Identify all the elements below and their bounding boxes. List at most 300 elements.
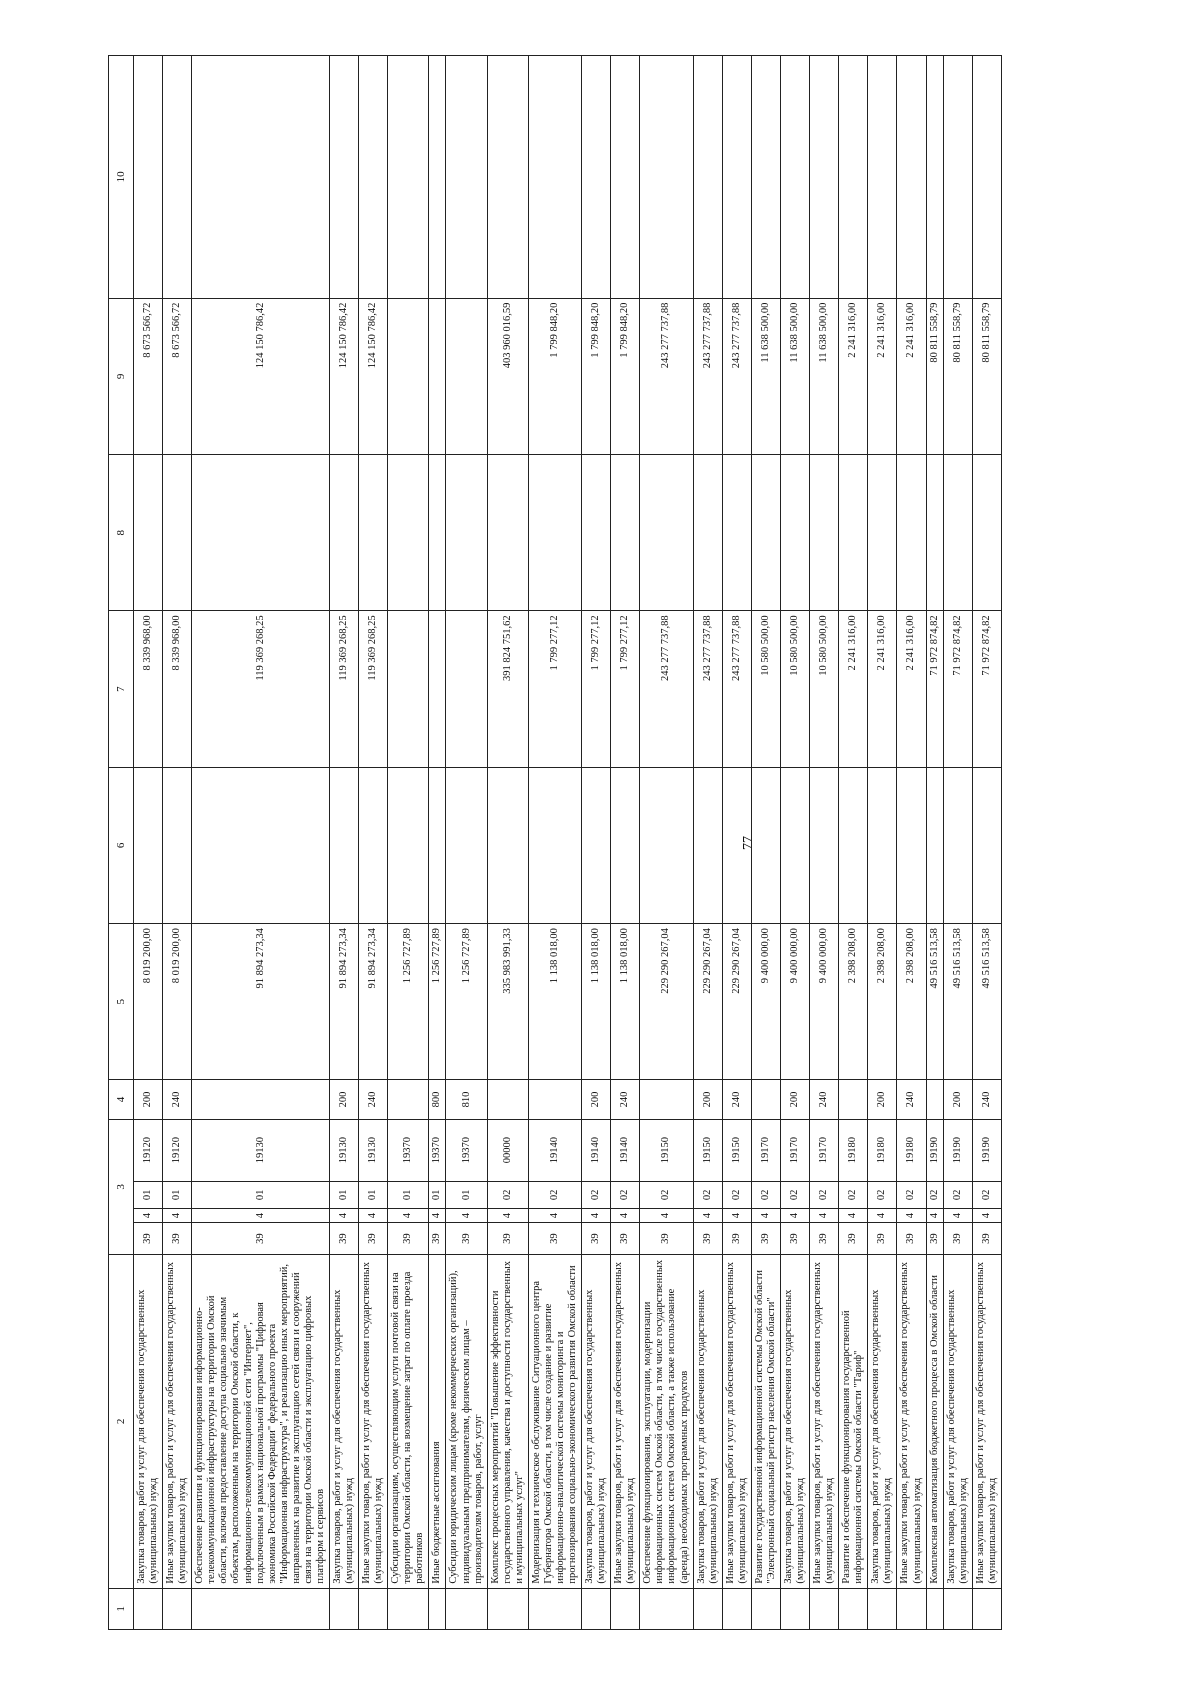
cell-blank <box>897 1588 926 1629</box>
cell-desc: Развитие и обеспечение функционирования государственной информационной системы Омской области "Тариф" <box>839 1255 868 1588</box>
cell-k1: 39 <box>388 1223 429 1255</box>
cell-k3: 02 <box>868 1181 897 1209</box>
cell-blank <box>751 1588 780 1629</box>
cell-c9: 2 241 316,00 <box>868 298 897 454</box>
cell-c9 <box>429 298 446 454</box>
cell-blank <box>943 1588 972 1629</box>
cell-k4: 19130 <box>329 1119 358 1181</box>
cell-c6 <box>722 767 751 923</box>
cell-k2: 4 <box>810 1209 839 1223</box>
cell-c7: 243 277 737,88 <box>693 611 722 767</box>
table-body <box>134 56 1002 1630</box>
cell-c8 <box>359 455 388 611</box>
cell-blank <box>429 1588 446 1629</box>
cell-k3: 02 <box>926 1181 943 1209</box>
cell-c10 <box>972 56 1001 299</box>
cell-c10 <box>359 56 388 299</box>
cell-desc: Обеспечение развития и функционирования информационно-телекоммуникационной инфраструктуры на территории Омской области, включая предоставление доступа социально значимым объектам, расположенным на территории Омской области, к информационно-телекоммуникационной сети "Интернет", подключенным в рамках национальной программы "Цифровая экономика Российской Федерации" федерального проекта "Информационная инфраструктура", и реализацию иных мероприятий, направленных на развитие и эксплуатацию сетей связи и сооружений связи на территории Омской области и эксплуатацию цифровых платформ и сервисов <box>192 1255 330 1588</box>
column-header: 10 <box>109 56 134 299</box>
cell-blank <box>868 1588 897 1629</box>
cell-k3: 01 <box>359 1181 388 1209</box>
cell-c5: 91 894 273,34 <box>329 924 358 1080</box>
cell-c5: 1 138 018,00 <box>611 924 640 1080</box>
cell-k3: 02 <box>839 1181 868 1209</box>
cell-c8 <box>429 455 446 611</box>
cell-c4: 800 <box>429 1080 446 1119</box>
cell-k1: 39 <box>693 1223 722 1255</box>
cell-c7: 2 241 316,00 <box>868 611 897 767</box>
cell-c4 <box>528 1080 581 1119</box>
cell-c9: 243 277 737,88 <box>722 298 751 454</box>
cell-k3: 02 <box>897 1181 926 1209</box>
cell-desc: Субсидии организациям, осуществляющим услуги почтовой связи на территории Омской области, на возмещение затрат по оплате проезда работников <box>388 1255 429 1588</box>
cell-c4 <box>926 1080 943 1119</box>
cell-c5: 229 290 267,04 <box>693 924 722 1080</box>
cell-c7 <box>388 611 429 767</box>
table-row <box>926 56 943 1630</box>
cell-k4: 19190 <box>943 1119 972 1181</box>
cell-k2: 4 <box>611 1209 640 1223</box>
cell-k2: 4 <box>487 1209 528 1223</box>
cell-k4: 19130 <box>192 1119 330 1181</box>
cell-c6 <box>582 767 611 923</box>
cell-k2: 4 <box>429 1209 446 1223</box>
cell-c7: 2 241 316,00 <box>897 611 926 767</box>
cell-k3: 02 <box>722 1181 751 1209</box>
cell-c5: 1 138 018,00 <box>528 924 581 1080</box>
cell-c5: 8 019 200,00 <box>134 924 163 1080</box>
cell-c8 <box>722 455 751 611</box>
cell-c4: 200 <box>329 1080 358 1119</box>
cell-c9: 124 150 786,42 <box>192 298 330 454</box>
cell-c9: 1 799 848,20 <box>528 298 581 454</box>
table-row <box>329 56 358 1630</box>
cell-k4: 00000 <box>487 1119 528 1181</box>
cell-k1: 39 <box>192 1223 330 1255</box>
cell-k4: 19140 <box>582 1119 611 1181</box>
cell-k4: 19150 <box>722 1119 751 1181</box>
cell-c5: 229 290 267,04 <box>722 924 751 1080</box>
cell-desc: Закупка товаров, работ и услуг для обеспечения государственных (муниципальных) нужд <box>134 1255 163 1588</box>
table-row <box>192 56 330 1630</box>
cell-c9: 124 150 786,42 <box>359 298 388 454</box>
cell-c5: 2 398 208,00 <box>839 924 868 1080</box>
cell-desc: Закупка товаров, работ и услуг для обеспечения государственных (муниципальных) нужд <box>329 1255 358 1588</box>
cell-c7: 10 580 500,00 <box>780 611 809 767</box>
cell-c10 <box>329 56 358 299</box>
table-row <box>528 56 581 1630</box>
cell-c7: 119 369 268,25 <box>192 611 330 767</box>
cell-c8 <box>611 455 640 611</box>
cell-c6 <box>868 767 897 923</box>
cell-k4: 19180 <box>897 1119 926 1181</box>
cell-desc: Иные закупки товаров, работ и услуг для обеспечения государственных (муниципальных) нужд <box>972 1255 1001 1588</box>
table-row <box>359 56 388 1630</box>
cell-c10 <box>943 56 972 299</box>
cell-c9 <box>388 298 429 454</box>
table-row <box>388 56 429 1630</box>
cell-blank <box>359 1588 388 1629</box>
cell-c6 <box>640 767 693 923</box>
cell-desc: Иные закупки товаров, работ и услуг для обеспечения государственных (муниципальных) нужд <box>359 1255 388 1588</box>
cell-blank <box>388 1588 429 1629</box>
cell-c7: 71 972 874,82 <box>926 611 943 767</box>
cell-c7: 1 799 277,12 <box>582 611 611 767</box>
cell-c5: 335 983 991,33 <box>487 924 528 1080</box>
cell-c4 <box>839 1080 868 1119</box>
cell-c5: 49 516 513,58 <box>972 924 1001 1080</box>
cell-c6 <box>528 767 581 923</box>
cell-c10 <box>897 56 926 299</box>
cell-k4: 19180 <box>868 1119 897 1181</box>
cell-c6 <box>897 767 926 923</box>
cell-blank <box>693 1588 722 1629</box>
cell-k1: 39 <box>528 1223 581 1255</box>
cell-k3: 02 <box>582 1181 611 1209</box>
cell-c6 <box>429 767 446 923</box>
cell-k3: 01 <box>192 1181 330 1209</box>
cell-desc: Иные закупки товаров, работ и услуг для обеспечения государственных (муниципальных) нужд <box>611 1255 640 1588</box>
cell-c4: 240 <box>611 1080 640 1119</box>
cell-blank <box>192 1588 330 1629</box>
cell-c7: 1 799 277,12 <box>611 611 640 767</box>
page-number: 77 <box>741 836 756 850</box>
column-header: 3 <box>109 1119 134 1255</box>
cell-c5: 91 894 273,34 <box>359 924 388 1080</box>
cell-c7: 391 824 751,62 <box>487 611 528 767</box>
cell-c9: 11 638 500,00 <box>780 298 809 454</box>
cell-c10 <box>640 56 693 299</box>
cell-k4: 19190 <box>972 1119 1001 1181</box>
cell-c6 <box>487 767 528 923</box>
cell-c7 <box>446 611 487 767</box>
cell-k4: 19180 <box>839 1119 868 1181</box>
cell-k3: 02 <box>943 1181 972 1209</box>
cell-k2: 4 <box>134 1209 163 1223</box>
cell-k3: 02 <box>780 1181 809 1209</box>
cell-c8 <box>640 455 693 611</box>
cell-c9: 80 811 558,79 <box>943 298 972 454</box>
cell-c5: 49 516 513,58 <box>926 924 943 1080</box>
table-row <box>487 56 528 1630</box>
cell-k2: 4 <box>192 1209 330 1223</box>
cell-c7: 8 339 968,00 <box>163 611 192 767</box>
cell-k4: 19170 <box>751 1119 780 1181</box>
cell-c8 <box>780 455 809 611</box>
cell-k2: 4 <box>388 1209 429 1223</box>
cell-c10 <box>722 56 751 299</box>
cell-blank <box>611 1588 640 1629</box>
column-header: 5 <box>109 924 134 1080</box>
cell-c10 <box>693 56 722 299</box>
table-row <box>693 56 722 1630</box>
cell-k4: 19170 <box>810 1119 839 1181</box>
cell-k3: 02 <box>693 1181 722 1209</box>
cell-c6 <box>388 767 429 923</box>
column-header: 9 <box>109 298 134 454</box>
cell-k1: 39 <box>780 1223 809 1255</box>
cell-c4 <box>640 1080 693 1119</box>
cell-c7 <box>429 611 446 767</box>
cell-c5: 229 290 267,04 <box>640 924 693 1080</box>
column-header: 2 <box>109 1255 134 1588</box>
cell-c4: 200 <box>134 1080 163 1119</box>
cell-k4: 19190 <box>926 1119 943 1181</box>
cell-k3: 02 <box>611 1181 640 1209</box>
cell-c4 <box>192 1080 330 1119</box>
cell-k1: 39 <box>640 1223 693 1255</box>
cell-c10 <box>611 56 640 299</box>
cell-c9: 243 277 737,88 <box>640 298 693 454</box>
cell-k4: 19140 <box>611 1119 640 1181</box>
cell-k4: 19140 <box>528 1119 581 1181</box>
cell-c9: 80 811 558,79 <box>926 298 943 454</box>
cell-c6 <box>359 767 388 923</box>
cell-c5: 9 400 000,00 <box>810 924 839 1080</box>
cell-k2: 4 <box>751 1209 780 1223</box>
cell-k2: 4 <box>446 1209 487 1223</box>
cell-c4: 240 <box>810 1080 839 1119</box>
cell-c8 <box>528 455 581 611</box>
cell-k2: 4 <box>897 1209 926 1223</box>
cell-blank <box>582 1588 611 1629</box>
cell-c7: 10 580 500,00 <box>810 611 839 767</box>
cell-desc: Комплексная автоматизация бюджетного процесса в Омской области <box>926 1255 943 1588</box>
cell-k4: 19120 <box>134 1119 163 1181</box>
cell-k1: 39 <box>134 1223 163 1255</box>
cell-c8 <box>751 455 780 611</box>
cell-c4: 240 <box>897 1080 926 1119</box>
cell-k2: 4 <box>780 1209 809 1223</box>
cell-k2: 4 <box>972 1209 1001 1223</box>
cell-blank <box>640 1588 693 1629</box>
cell-c8 <box>446 455 487 611</box>
cell-k4: 19120 <box>163 1119 192 1181</box>
budget-table <box>108 55 1002 1630</box>
cell-c9: 2 241 316,00 <box>897 298 926 454</box>
cell-k1: 39 <box>359 1223 388 1255</box>
cell-c5: 91 894 273,34 <box>192 924 330 1080</box>
cell-c10 <box>582 56 611 299</box>
cell-c10 <box>429 56 446 299</box>
cell-c5: 1 138 018,00 <box>582 924 611 1080</box>
rotated-table-container <box>108 55 1108 1630</box>
cell-c4 <box>487 1080 528 1119</box>
cell-c4: 810 <box>446 1080 487 1119</box>
cell-c5: 49 516 513,58 <box>943 924 972 1080</box>
cell-c8 <box>926 455 943 611</box>
cell-c7: 243 277 737,88 <box>640 611 693 767</box>
cell-c4: 200 <box>693 1080 722 1119</box>
cell-desc: Закупка товаров, работ и услуг для обеспечения государственных (муниципальных) нужд <box>582 1255 611 1588</box>
column-header: 4 <box>109 1080 134 1119</box>
column-header: 1 <box>109 1588 134 1629</box>
cell-c6 <box>943 767 972 923</box>
table-row <box>429 56 446 1630</box>
table-row <box>839 56 868 1630</box>
table-row <box>868 56 897 1630</box>
table-row <box>810 56 839 1630</box>
cell-desc: Закупка товаров, работ и услуг для обеспечения государственных (муниципальных) нужд <box>693 1255 722 1588</box>
cell-desc: Комплекс процессных мероприятий "Повышение эффективности государственного управления, качества и доступности государственных и муниципальных услуг" <box>487 1255 528 1588</box>
cell-c5: 2 398 208,00 <box>868 924 897 1080</box>
cell-blank <box>329 1588 358 1629</box>
cell-desc: Закупка товаров, работ и услуг для обеспечения государственных (муниципальных) нужд <box>780 1255 809 1588</box>
cell-k3: 02 <box>528 1181 581 1209</box>
cell-c10 <box>163 56 192 299</box>
cell-k3: 01 <box>388 1181 429 1209</box>
cell-c10 <box>487 56 528 299</box>
cell-blank <box>972 1588 1001 1629</box>
cell-c6 <box>751 767 780 923</box>
cell-c8 <box>868 455 897 611</box>
cell-c8 <box>487 455 528 611</box>
cell-c8 <box>810 455 839 611</box>
cell-k3: 02 <box>972 1181 1001 1209</box>
cell-c6 <box>192 767 330 923</box>
cell-blank <box>810 1588 839 1629</box>
cell-c6 <box>134 767 163 923</box>
cell-c6 <box>446 767 487 923</box>
cell-c4: 240 <box>972 1080 1001 1119</box>
cell-desc: Иные закупки товаров, работ и услуг для обеспечения государственных (муниципальных) нужд <box>163 1255 192 1588</box>
cell-k4: 19370 <box>388 1119 429 1181</box>
cell-k1: 39 <box>943 1223 972 1255</box>
cell-c10 <box>868 56 897 299</box>
cell-c8 <box>134 455 163 611</box>
cell-c9: 11 638 500,00 <box>810 298 839 454</box>
cell-k4: 19170 <box>780 1119 809 1181</box>
cell-c9: 243 277 737,88 <box>693 298 722 454</box>
cell-c6 <box>611 767 640 923</box>
cell-c10 <box>839 56 868 299</box>
cell-c4 <box>388 1080 429 1119</box>
column-header: 7 <box>109 611 134 767</box>
cell-c5: 9 400 000,00 <box>751 924 780 1080</box>
cell-c6 <box>163 767 192 923</box>
cell-k2: 4 <box>640 1209 693 1223</box>
cell-k2: 4 <box>528 1209 581 1223</box>
cell-c8 <box>163 455 192 611</box>
cell-blank <box>839 1588 868 1629</box>
cell-c10 <box>810 56 839 299</box>
cell-k2: 4 <box>943 1209 972 1223</box>
table-row <box>972 56 1001 1630</box>
column-header: 6 <box>109 767 134 923</box>
cell-blank <box>926 1588 943 1629</box>
cell-c7: 8 339 968,00 <box>134 611 163 767</box>
cell-k2: 4 <box>926 1209 943 1223</box>
cell-c8 <box>329 455 358 611</box>
cell-c9: 2 241 316,00 <box>839 298 868 454</box>
cell-desc: Обеспечение функционирования, эксплуатации, модернизации информационных систем Омской области, в том числе государственных информационных систем Омской области, а также использование (аренда) необходимых программных продуктов <box>640 1255 693 1588</box>
table-row <box>446 56 487 1630</box>
cell-c7: 1 799 277,12 <box>528 611 581 767</box>
cell-c9: 8 673 566,72 <box>163 298 192 454</box>
cell-k1: 39 <box>722 1223 751 1255</box>
cell-k2: 4 <box>722 1209 751 1223</box>
table-row <box>897 56 926 1630</box>
cell-k2: 4 <box>329 1209 358 1223</box>
cell-k4: 19130 <box>359 1119 388 1181</box>
cell-c9: 1 799 848,20 <box>582 298 611 454</box>
table-row <box>943 56 972 1630</box>
cell-k1: 39 <box>611 1223 640 1255</box>
column-header: 8 <box>109 455 134 611</box>
cell-c9: 124 150 786,42 <box>329 298 358 454</box>
cell-c7: 119 369 268,25 <box>329 611 358 767</box>
cell-k4: 19150 <box>693 1119 722 1181</box>
cell-blank <box>780 1588 809 1629</box>
cell-blank <box>487 1588 528 1629</box>
cell-c8 <box>693 455 722 611</box>
cell-c4: 200 <box>582 1080 611 1119</box>
cell-k1: 39 <box>429 1223 446 1255</box>
cell-k1: 39 <box>868 1223 897 1255</box>
cell-blank <box>446 1588 487 1629</box>
cell-k2: 4 <box>582 1209 611 1223</box>
cell-c10 <box>926 56 943 299</box>
cell-c6 <box>693 767 722 923</box>
cell-c4 <box>751 1080 780 1119</box>
cell-c10 <box>528 56 581 299</box>
cell-c6 <box>972 767 1001 923</box>
cell-k4: 19370 <box>446 1119 487 1181</box>
cell-desc: Иные закупки товаров, работ и услуг для обеспечения государственных (муниципальных) нужд <box>897 1255 926 1588</box>
cell-c6 <box>780 767 809 923</box>
cell-c5: 8 019 200,00 <box>163 924 192 1080</box>
cell-c4: 240 <box>722 1080 751 1119</box>
table-row <box>722 56 751 1630</box>
cell-desc: Иные бюджетные ассигнования <box>429 1255 446 1588</box>
cell-c9: 80 811 558,79 <box>972 298 1001 454</box>
cell-c7: 2 241 316,00 <box>839 611 868 767</box>
cell-desc: Иные закупки товаров, работ и услуг для обеспечения государственных (муниципальных) нужд <box>722 1255 751 1588</box>
cell-k2: 4 <box>163 1209 192 1223</box>
cell-k1: 39 <box>972 1223 1001 1255</box>
cell-k1: 39 <box>839 1223 868 1255</box>
cell-c7: 10 580 500,00 <box>751 611 780 767</box>
cell-c10 <box>192 56 330 299</box>
cell-k3: 01 <box>329 1181 358 1209</box>
cell-k1: 39 <box>446 1223 487 1255</box>
cell-c5: 9 400 000,00 <box>780 924 809 1080</box>
cell-c4: 200 <box>780 1080 809 1119</box>
cell-c7: 243 277 737,88 <box>722 611 751 767</box>
cell-k3: 01 <box>163 1181 192 1209</box>
table-row <box>640 56 693 1630</box>
cell-k3: 01 <box>134 1181 163 1209</box>
cell-k1: 39 <box>163 1223 192 1255</box>
cell-c5: 1 256 727,89 <box>446 924 487 1080</box>
cell-c6 <box>810 767 839 923</box>
cell-desc: Закупка товаров, работ и услуг для обеспечения государственных (муниципальных) нужд <box>943 1255 972 1588</box>
cell-c8 <box>192 455 330 611</box>
cell-c10 <box>780 56 809 299</box>
cell-c8 <box>943 455 972 611</box>
table-row <box>751 56 780 1630</box>
header-row <box>109 56 134 1630</box>
cell-c7: 71 972 874,82 <box>943 611 972 767</box>
cell-c10 <box>134 56 163 299</box>
cell-c9: 403 960 016,59 <box>487 298 528 454</box>
cell-k3: 01 <box>429 1181 446 1209</box>
cell-c8 <box>582 455 611 611</box>
cell-c8 <box>972 455 1001 611</box>
cell-c6 <box>839 767 868 923</box>
cell-k1: 39 <box>926 1223 943 1255</box>
cell-c4: 200 <box>943 1080 972 1119</box>
